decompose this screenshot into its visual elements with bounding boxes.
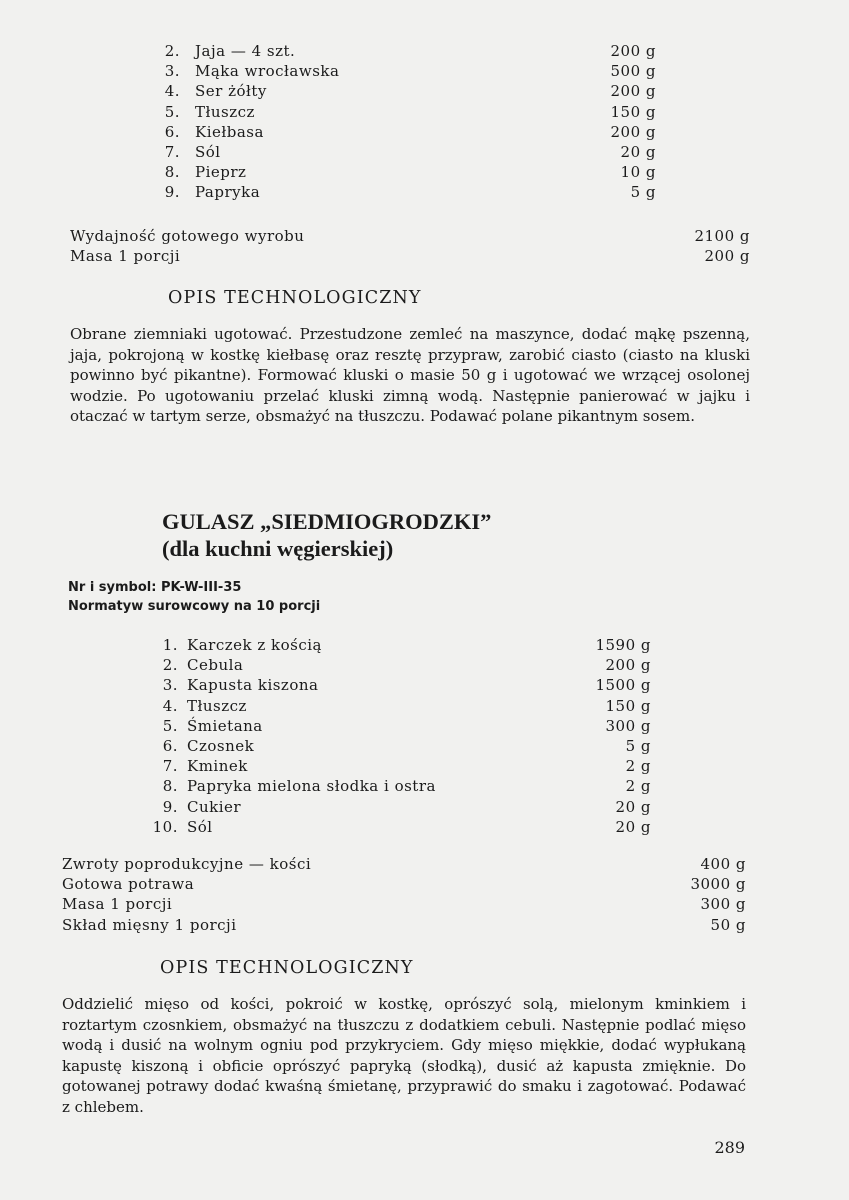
ingredient-row: 9. Cukier 20 g: [162, 797, 651, 816]
yield-summary-2: [62, 854, 746, 935]
page-number: 289: [714, 1138, 745, 1157]
yield-summary-1: [70, 226, 750, 266]
recipe-symbol: Nr i symbol: PK-W-III-35: [68, 580, 242, 595]
opis-paragraph-2: Oddzielić mięso od kości, pokroić w kostkę, oprószyć solą, mielonym kminkiem i roztartym czosnkiem, obsmażyć na tłuszczu z dodatkiem cebuli. Następnie podlać mięso wodą i dusić na wolnym ogniu pod przykryciem. Gdy mięso miękkie, dodać wypłukaną kapustę kiszoną i obficie oprószyć papryką (słodką), dusić aż kapusta zmięknie. Do gotowanej potrawy dodać kwaśną śmietanę, przyprawić do smaku i zagotować. Podawać z chlebem.: [62, 995, 746, 1116]
ingredient-row: 6. Kiełbasa 200 g: [164, 122, 656, 141]
ingredient-row: 2. Cebula 200 g: [162, 656, 651, 675]
ingredient-row: 5. Śmietana 300 g: [162, 716, 651, 735]
recipe-title-line2: (dla kuchni węgierskiej): [162, 536, 394, 561]
summary-row: Zwroty poprodukcyjne — kości 400 g: [62, 855, 746, 873]
ingredient-row: 7. Sól 20 g: [164, 142, 656, 161]
recipe-meta: [68, 578, 320, 616]
ingredient-row: 4. Ser żółty 200 g: [164, 82, 656, 101]
summary-row: Masa 1 porcji 300 g: [62, 895, 746, 914]
ingredient-row: 7. Kminek 2 g: [162, 757, 651, 776]
recipe-normatyw: Normatyw surowcowy na 10 porcji: [68, 599, 321, 614]
opis-heading-1: OPIS TECHNOLOGICZNY: [168, 288, 422, 308]
ingredient-row: 3. Kapusta kiszona 1500 g: [162, 676, 651, 695]
ingredient-list-2: [140, 635, 655, 837]
opis-paragraph-1: Obrane ziemniaki ugotować. Przestudzone zemleć na maszynce, dodać mąkę pszenną, jaja, pokrojoną w kostkę kiełbasę oraz resztę przypraw, zarobić ciasto (ciasto na kluski powinno być pikantne). Formować kluski o masie 50 g i ugotować we wrzącej osolonej wodzie. Po ugotowaniu przelać kluski zimną wodą. Następnie panierować w jajku i otaczać w tartym serze, obsmażyć na tłuszczu. Podawać polane pikantnym sosem.: [70, 325, 750, 425]
ingredient-row: 8. Pieprz 10 g: [164, 163, 656, 182]
ingredient-list-1: [150, 41, 660, 203]
ingredient-row: 5. Tłuszcz 150 g: [164, 102, 656, 121]
ingredient-row: 10. Sól 20 g: [152, 817, 651, 836]
summary-row: Skład mięsny 1 porcji 50 g: [62, 915, 746, 934]
summary-row: Masa 1 porcji 200 g: [70, 247, 750, 266]
ingredient-row: 9. Papryka 5 g: [164, 183, 656, 202]
recipe-title: [162, 508, 491, 562]
summary-row: Wydajność gotowego wyrobu 2100 g: [70, 227, 750, 245]
ingredient-row: 2. Jaja — 4 szt. 200 g: [164, 42, 656, 60]
ingredient-row: 4. Tłuszcz 150 g: [162, 696, 651, 715]
ingredient-row: 3. Mąka wrocławska 500 g: [164, 62, 656, 81]
summary-row: Gotowa potrawa 3000 g: [62, 875, 746, 894]
opis-heading-2: OPIS TECHNOLOGICZNY: [160, 958, 414, 978]
ingredient-row: 6. Czosnek 5 g: [162, 736, 651, 755]
recipe-title-line1: GULASZ „SIEDMIOGRODZKI”: [162, 509, 492, 534]
ingredient-row: 8. Papryka mielona słodka i ostra 2 g: [162, 777, 651, 796]
ingredient-row: 1. Karczek z kością 1590 g: [162, 636, 651, 654]
